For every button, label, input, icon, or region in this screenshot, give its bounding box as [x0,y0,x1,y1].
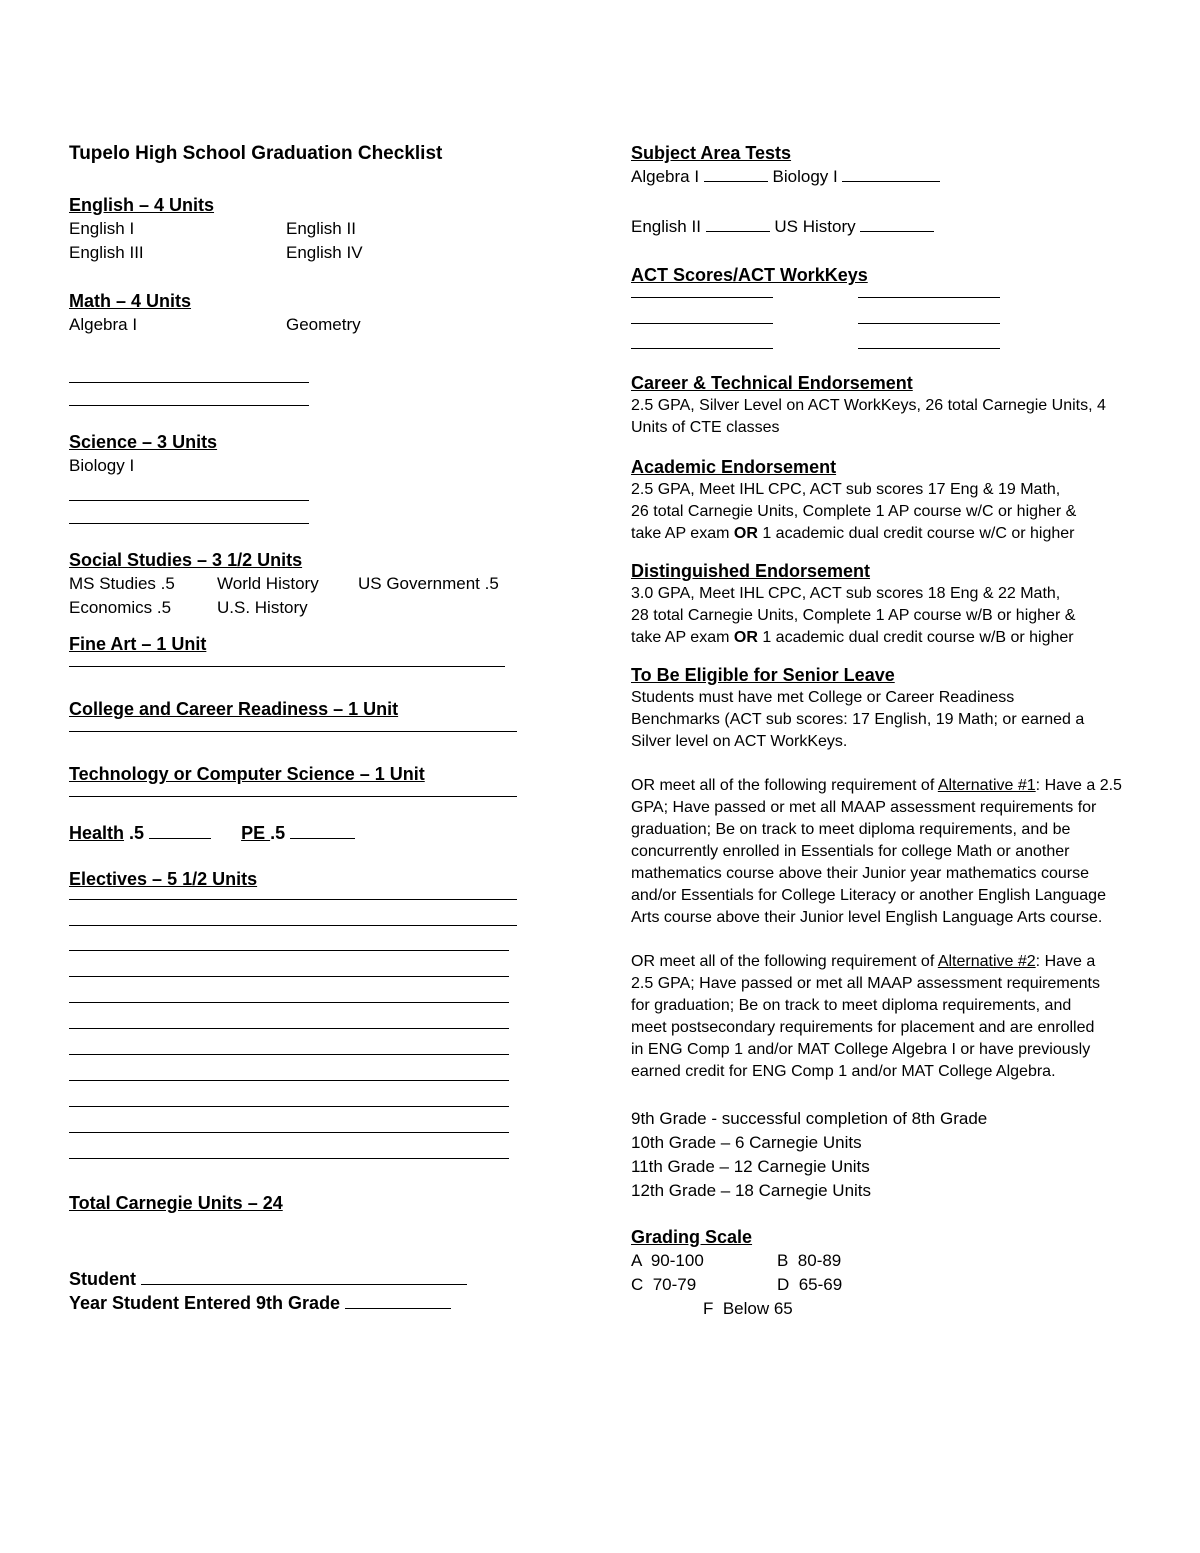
alternative-2-text [631,951,1109,1083]
ccr-heading: College and Career Readiness – 1 Unit [69,699,399,719]
algebra-blank[interactable] [704,167,768,182]
academic-line-1: 2.5 GPA, Meet IHL CPC, ACT sub scores 17 Eng & 19 Math, [631,481,1061,498]
elective-blank-4[interactable] [69,976,509,977]
grade-requirement: 9th Grade - successful completion of 8th Grade [631,1109,988,1128]
biology-blank[interactable] [842,167,940,182]
act-blank-1[interactable] [631,297,773,298]
distinguished-heading: Distinguished Endorsement [631,561,871,581]
course-algebra-1: Algebra I [69,315,138,334]
alt2-body: : Have a 2.5 GPA; Have passed or met all MAAP assessment requirements for graduation; Be on track to meet diploma requirements, and meet postsecondary requirements for placement and are enrolled in ENG Comp 1 and/or MAT College Algebra I or have previously earned credit for ENG Comp 1 and/or MAT College Algebra. [631,953,1100,1080]
tests-row-2 [631,215,1141,239]
distinguished-line-3b: 1 academic dual credit course w/B or higher [757,629,1074,646]
act-blank-2[interactable] [858,297,1000,298]
alternative-2-link[interactable]: Alternative #2 [937,953,1036,970]
alternative-1-link[interactable]: Alternative #1 [937,777,1036,794]
health-blank[interactable] [149,824,211,839]
act-blank-5[interactable] [631,348,773,349]
grade-requirement: 11th Grade – 12 Carnegie Units [631,1157,870,1176]
tech-heading: Technology or Computer Science – 1 Unit [69,764,425,784]
right-column [631,141,1141,1321]
grade-b: B 80-89 [777,1251,842,1270]
elective-blank-6[interactable] [69,1028,509,1029]
grade-a: A 90-100 [631,1251,704,1270]
course-us-government: US Government .5 [358,574,499,593]
history-blank[interactable] [860,217,934,232]
career-heading: Career & Technical Endorsement [631,373,913,393]
distinguished-or: OR [733,629,758,646]
pe-value: .5 [270,823,286,843]
year-blank[interactable] [345,1294,451,1309]
act-blanks [631,287,1141,363]
student-row [69,1267,539,1291]
career-text: 2.5 GPA, Silver Level on ACT WorkKeys, 26 total Carnegie Units, 4 Units of CTE classes [631,397,1106,436]
total-units-heading: Total Carnegie Units – 24 [69,1193,283,1213]
course-english-3: English III [69,243,144,262]
elective-blank-1[interactable] [69,899,517,900]
senior-leave-heading: To Be Eligible for Senior Leave [631,665,895,685]
senior-leave-intro: Students must have met College or Career Readiness Benchmarks (ACT sub scores: 17 English, 19 Math; or earned a Silver level on ACT WorkKeys. [631,689,1085,750]
math-row [69,313,539,337]
alt2-prefix: OR meet all of the following requirement of [631,953,938,970]
academic-line-3b: 1 academic dual credit course w/C or higher [757,525,1075,542]
tests-row-1 [631,165,1141,189]
math-heading: Math – 4 Units [69,291,192,311]
course-english-4: English IV [286,243,363,262]
subject-tests-heading: Subject Area Tests [631,143,792,163]
elective-blank-5[interactable] [69,1002,509,1003]
english-row-2 [69,241,539,265]
year-row [69,1291,539,1315]
course-english-1: English I [69,219,135,238]
elective-blank-8[interactable] [69,1080,509,1081]
grade-f: F Below 65 [703,1299,793,1318]
academic-line-3a: take AP exam [631,525,734,542]
student-name-blank[interactable] [141,1270,467,1285]
health-label: Health [69,823,125,843]
academic-or: OR [733,525,758,542]
distinguished-line-1: 3.0 GPA, Meet IHL CPC, ACT sub scores 18 Eng & 22 Math, [631,585,1061,602]
social-studies-heading: Social Studies – 3 1/2 Units [69,550,303,570]
alt1-body: : Have a 2.5 GPA; Have passed or met all MAAP assessment requirements for graduation; Be on track to meet diploma requirements, and be concurrently enrolled in Essentials for college Math or another mathematics course above their Junior year mathematics course and/or Essentials for College Literacy or another English Language Arts course above their Junior level English Language Arts course. [631,777,1122,926]
elective-blank-9[interactable] [69,1106,509,1107]
test-history: US History [774,217,856,236]
act-blank-3[interactable] [631,323,773,324]
health-value: .5 [129,823,145,843]
course-world-history: World History [217,574,319,593]
test-algebra: Algebra I [631,167,700,186]
english-blank[interactable] [706,217,770,232]
page-title: Tupelo High School Graduation Checklist [69,143,443,164]
elective-blank-3[interactable] [69,950,509,951]
academic-line-3 [631,523,1141,545]
grading-row-1 [631,1249,1141,1273]
left-column [69,141,539,1315]
alternative-1-text [631,775,1129,929]
course-geometry: Geometry [286,315,361,334]
act-blank-6[interactable] [858,348,1000,349]
electives-heading: Electives – 5 1/2 Units [69,869,258,889]
grade-c: C 70-79 [631,1275,697,1294]
pe-blank[interactable] [290,824,355,839]
elective-blank-10[interactable] [69,1132,509,1133]
grading-scale-heading: Grading Scale [631,1227,753,1247]
test-english: English II [631,217,701,236]
pe-label: PE [241,823,271,843]
act-blank-4[interactable] [858,323,1000,324]
health-pe-row [69,821,539,845]
elective-blank-2[interactable] [69,925,517,926]
social-row-2 [69,596,539,620]
grading-row-2 [631,1273,1141,1297]
course-biology-1: Biology I [69,456,135,475]
act-heading: ACT Scores/ACT WorkKeys [631,265,868,285]
grade-requirement: 12th Grade – 18 Carnegie Units [631,1181,872,1200]
grade-d: D 65-69 [777,1275,843,1294]
course-ms-studies: MS Studies .5 [69,574,175,593]
fine-art-heading: Fine Art – 1 Unit [69,634,207,654]
elective-blank-7[interactable] [69,1054,509,1055]
course-economics: Economics .5 [69,598,172,617]
alt1-prefix: OR meet all of the following requirement of [631,777,938,794]
distinguished-line-3a: take AP exam [631,629,734,646]
academic-heading: Academic Endorsement [631,457,837,477]
english-heading: English – 4 Units [69,195,215,215]
student-label: Student [69,1269,136,1289]
social-row-1 [69,572,539,596]
academic-line-2: 26 total Carnegie Units, Complete 1 AP course w/C or higher & [631,503,1077,520]
grade-requirement: 10th Grade – 6 Carnegie Units [631,1133,862,1152]
course-us-history: U.S. History [217,598,308,617]
distinguished-line-2: 28 total Carnegie Units, Complete 1 AP course w/B or higher & [631,607,1076,624]
test-biology: Biology I [772,167,838,186]
distinguished-line-3 [631,627,1141,649]
english-row-1 [69,217,539,241]
year-label: Year Student Entered 9th Grade [69,1293,341,1313]
course-english-2: English II [286,219,356,238]
science-heading: Science – 3 Units [69,432,218,452]
